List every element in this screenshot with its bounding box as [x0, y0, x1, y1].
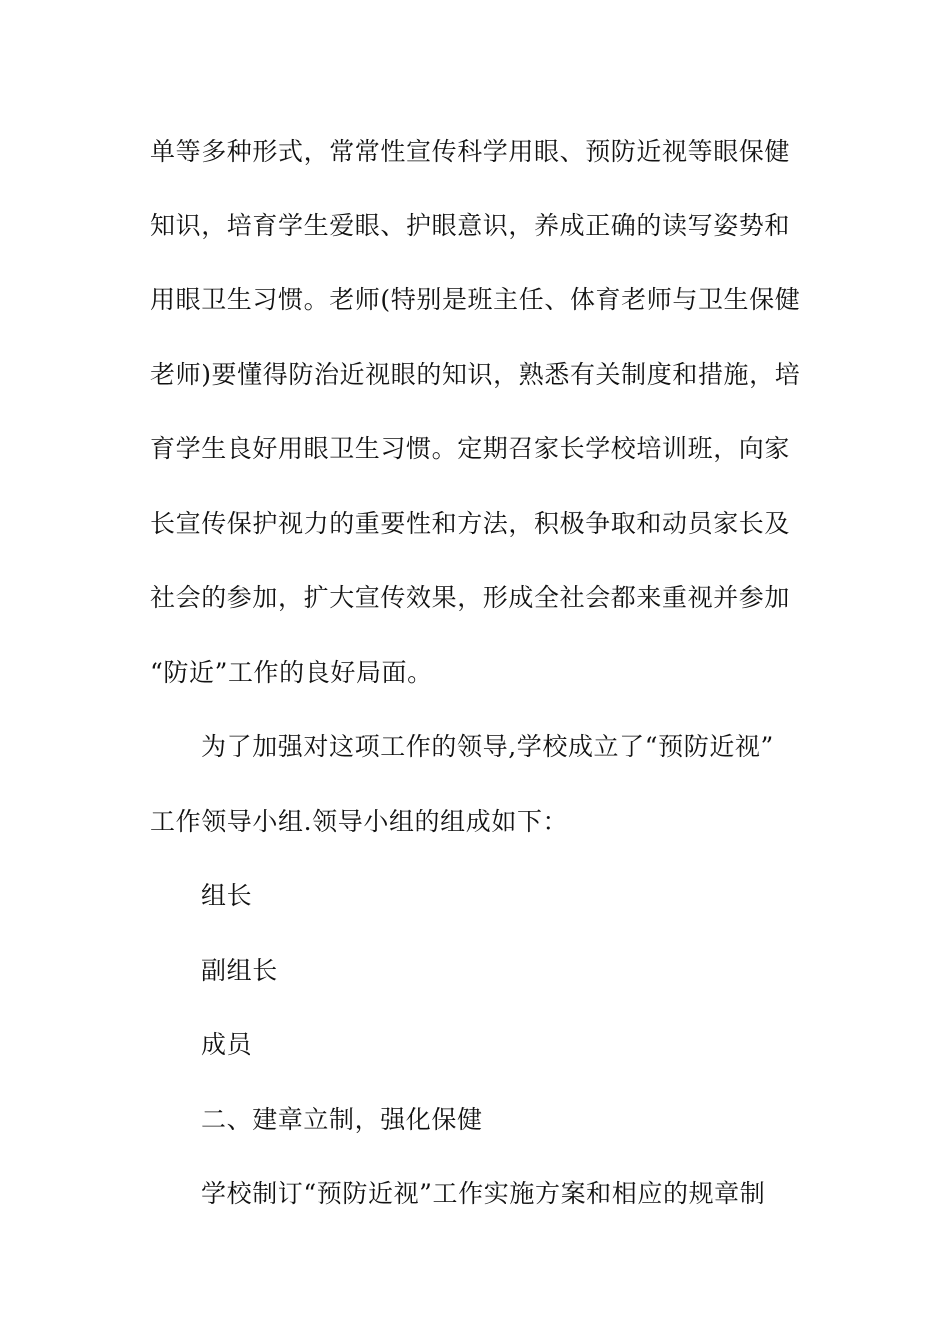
group-role-leader: 组长: [201, 881, 253, 910]
paragraph-line: 知识，培育学生爱眼、护眼意识，养成正确的读写姿势和: [150, 211, 791, 240]
paragraph-line: 用眼卫生习惯。老师(特别是班主任、体育老师与卫生保健: [150, 285, 801, 314]
paragraph-line: 育学生良好用眼卫生习惯。定期召家长学校培训班，向家: [150, 434, 791, 463]
paragraph-line: 为了加强对这项工作的领导,学校成立了“预防近视”: [201, 732, 774, 761]
group-role-deputy-leader: 副组长: [201, 956, 278, 985]
paragraph-line: 长宣传保护视力的重要性和方法，积极争取和动员家长及: [150, 509, 791, 538]
paragraph-line: 老师)要懂得防治近视眼的知识，熟悉有关制度和措施，培: [150, 360, 801, 389]
paragraph-line: 社会的参加，扩大宣传效果，形成全社会都来重视并参加: [150, 583, 791, 612]
section-heading: 二、建章立制，强化保健: [201, 1105, 483, 1134]
paragraph-line: 工作领导小组.领导小组的组成如下：: [150, 807, 569, 836]
paragraph-line: 单等多种形式，常常性宣传科学用眼、预防近视等眼保健: [150, 137, 791, 166]
paragraph-line: “防近”工作的良好局面。: [150, 658, 433, 687]
paragraph-line: 学校制订“预防近视”工作实施方案和相应的规章制: [201, 1179, 766, 1208]
group-role-members: 成员: [201, 1030, 253, 1059]
